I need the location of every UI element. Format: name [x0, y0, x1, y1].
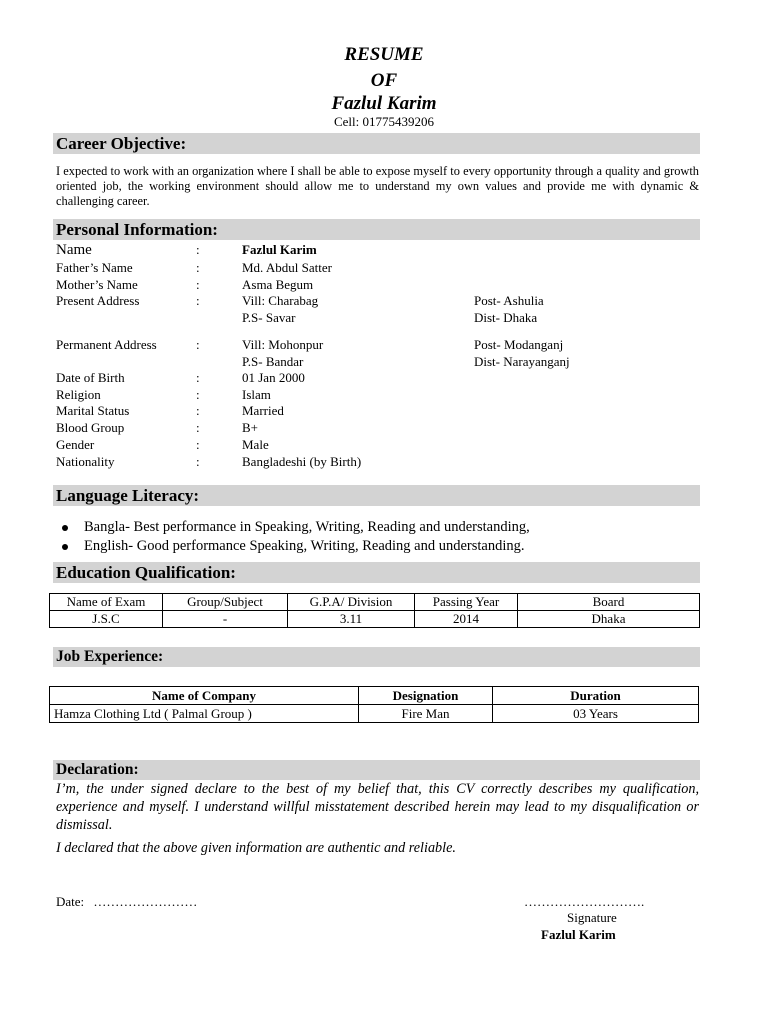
education-qualification-heading: Education Qualification: [53, 562, 700, 583]
signature-label: Signature [567, 910, 617, 925]
job-table [49, 686, 699, 723]
column-header: Name of Company [50, 687, 359, 705]
table-header-row [50, 687, 699, 705]
column-header: Passing Year [415, 594, 518, 611]
info-label: Name [56, 242, 92, 258]
info-value-secondary: Dist- Narayanganj [474, 354, 570, 369]
table-row [50, 611, 700, 628]
career-objective-heading: Career Objective: [53, 133, 700, 154]
table-cell: - [163, 611, 288, 628]
cell-number: Cell: 01775439206 [333, 114, 435, 129]
info-colon: : [196, 403, 200, 418]
career-objective-text: I expected to work with an organization where I shall be able to expose myself to every opportunity through a quality and growth oriented job, the working environment should allow me to understand my own values and provide me with dynamic & challenging career. [56, 164, 699, 208]
info-label: Permanent Address [56, 337, 157, 352]
info-value: 01 Jan 2000 [242, 370, 305, 385]
info-label: Marital Status [56, 403, 130, 418]
info-value: Md. Abdul Satter [242, 260, 332, 275]
signature-name: Fazlul Karim [541, 927, 616, 942]
table-row [50, 705, 699, 723]
column-header: Board [518, 594, 700, 611]
education-table [49, 593, 700, 628]
info-value: P.S- Savar [242, 310, 296, 325]
table-cell: 03 Years [493, 705, 699, 723]
info-value: Asma Begum [242, 277, 314, 292]
info-colon: : [196, 387, 200, 402]
column-header: Designation [359, 687, 493, 705]
info-colon: : [196, 260, 200, 275]
info-label: Nationality [56, 454, 115, 469]
column-header: Group/Subject [163, 594, 288, 611]
declaration-heading: Declaration: [53, 760, 700, 780]
table-cell: J.S.C [50, 611, 163, 628]
date-line [56, 894, 197, 910]
info-value-secondary: Post- Modanganj [474, 337, 564, 352]
language-literacy-heading: Language Literacy: [53, 485, 700, 506]
column-header: Name of Exam [50, 594, 163, 611]
info-value: Islam [242, 387, 271, 402]
info-value-secondary: Post- Ashulia [474, 293, 544, 308]
table-cell: 2014 [415, 611, 518, 628]
table-cell: Fire Man [359, 705, 493, 723]
info-value: Male [242, 437, 269, 452]
bullet-icon [62, 544, 68, 550]
info-label: Present Address [56, 293, 140, 308]
list-item [60, 537, 530, 556]
info-label: Mother’s Name [56, 277, 138, 292]
resume-title-line1: RESUME [344, 44, 424, 65]
info-colon: : [196, 337, 200, 352]
table-header-row [50, 594, 700, 611]
date-label: Date: [56, 894, 85, 909]
table-cell: 3.11 [288, 611, 415, 628]
info-colon: : [196, 454, 200, 469]
resume-title-name: Fazlul Karim [331, 93, 437, 114]
table-cell: Dhaka [518, 611, 700, 628]
language-item-text: English- Good performance Speaking, Writing, Reading and understanding. [84, 538, 525, 554]
info-value: Fazlul Karim [242, 242, 317, 257]
info-value: P.S- Bandar [242, 354, 304, 369]
job-experience-heading: Job Experience: [53, 647, 700, 667]
bullet-icon [62, 525, 68, 531]
info-label: Father’s Name [56, 260, 133, 275]
signature-line: ………………………. [524, 894, 645, 909]
info-colon: : [196, 242, 200, 257]
info-colon: : [196, 437, 200, 452]
info-label: Religion [56, 387, 101, 402]
info-label: Gender [56, 437, 95, 452]
info-label: Blood Group [56, 420, 125, 435]
info-colon: : [196, 420, 200, 435]
column-header: Duration [493, 687, 699, 705]
table-cell: Hamza Clothing Ltd ( Palmal Group ) [50, 705, 359, 723]
column-header: G.P.A/ Division [288, 594, 415, 611]
info-colon: : [196, 370, 200, 385]
declaration-text: I’m, the under signed declare to the best of my belief that, this CV correctly describes my qualification, experience and myself. I understand willful misstatement described herein may lead to my disqualification or dismissal. [56, 781, 699, 833]
date-blank: …………………… [93, 894, 198, 909]
info-colon: : [196, 293, 200, 308]
info-value: Vill: Mohonpur [242, 337, 324, 352]
personal-information-heading: Personal Information: [53, 219, 700, 240]
language-item-text: Bangla- Best performance in Speaking, Writing, Reading and understanding, [84, 519, 530, 535]
resume-title-line2: OF [370, 70, 398, 91]
info-value: Bangladeshi (by Birth) [242, 454, 362, 469]
declaration-statement: I declared that the above given information are authentic and reliable. [56, 840, 456, 856]
info-label: Date of Birth [56, 370, 125, 385]
info-value-secondary: Dist- Dhaka [474, 310, 538, 325]
language-list [60, 518, 530, 556]
info-value: B+ [242, 420, 259, 435]
info-colon: : [196, 277, 200, 292]
info-value: Married [242, 403, 284, 418]
list-item [60, 518, 530, 537]
info-value: Vill: Charabag [242, 293, 319, 308]
